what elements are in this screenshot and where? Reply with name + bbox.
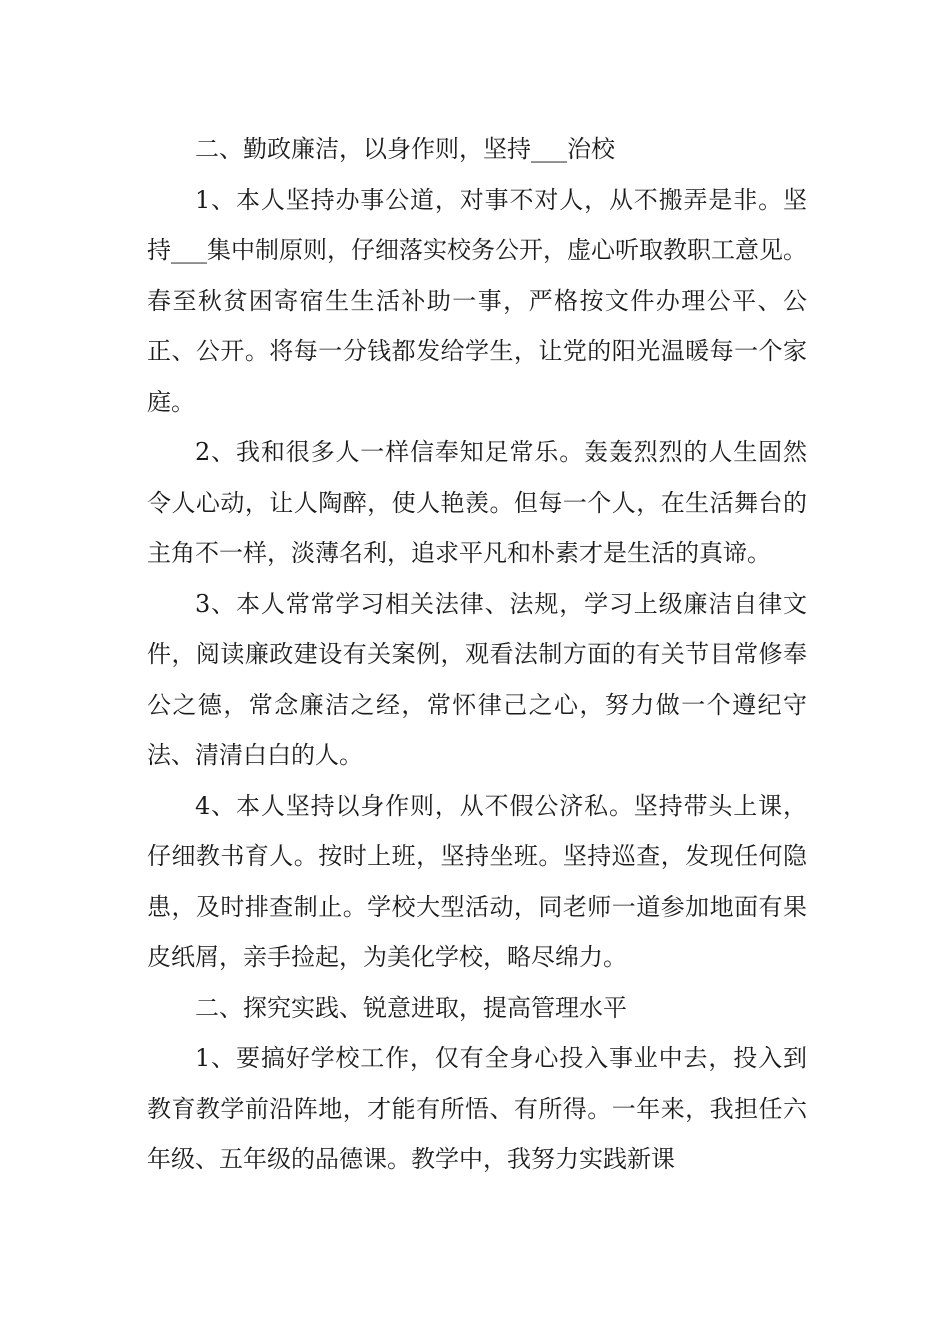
paragraph-3-study-law: 3、本人常常学习相关法律、法规，学习上级廉洁自律文件，阅读廉政建设有关案例，观看法制方面的有关节目常修奉公之德，常念廉洁之经，常怀律己之心，努力做一个遵纪守法、清清白白的人。 [147, 589, 807, 769]
paragraph-1-fairness: 1、本人坚持办事公道，对事不对人，从不搬弄是非。坚持___集中制原则，仔细落实校务公开，虚心听取教职工意见。春至秋贫困寄宿生生活补助一事，严格按文件办理公平、公正、公开。将每一分钱都发给学生，让党的阳光温暖每一个家庭。 [147, 185, 807, 416]
document-body [147, 124, 807, 1185]
paragraph-4-example: 4、本人坚持以身作则，从不假公济私。坚持带头上课，仔细教书育人。按时上班，坚持坐班。坚持巡查，发现任何隐患，及时排查制止。学校大型活动，同老师一道参加地面有果皮纸屑，亲手捡起，为美化学校，略尽绵力。 [147, 791, 807, 971]
paragraph-2-contentment: 2、我和很多人一样信奉知足常乐。轰轰烈烈的人生固然令人心动，让人陶醉，使人艳羡。但每一个人，在生活舞台的主角不一样，淡薄名利，追求平凡和朴素才是生活的真谛。 [147, 438, 807, 567]
section-heading-integrity: 二、勤政廉洁，以身作则，坚持___治校 [195, 135, 615, 163]
paragraph-5-teaching: 1、要搞好学校工作，仅有全身心投入事业中去，投入到教育教学前沿阵地，才能有所悟、有所得。一年来，我担任六年级、五年级的品德课。教学中，我努力实践新课 [147, 1044, 807, 1173]
section-heading-practice: 二、探究实践、锐意进取，提高管理水平 [195, 993, 627, 1022]
